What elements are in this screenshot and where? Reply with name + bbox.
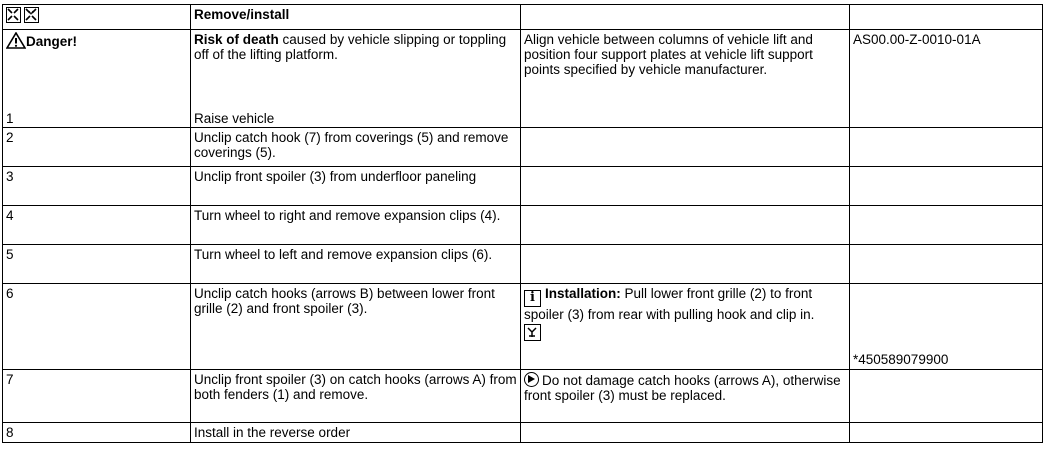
step-number: 8 bbox=[3, 423, 191, 443]
empty-cell bbox=[850, 370, 1043, 423]
step-number: 7 bbox=[3, 370, 191, 423]
step-number: 2 bbox=[3, 128, 191, 167]
procedure-table bbox=[2, 4, 1043, 443]
empty-cell bbox=[521, 245, 850, 284]
danger-description-cell bbox=[191, 30, 521, 128]
risk-bold: Risk of death bbox=[194, 32, 279, 47]
danger-row bbox=[3, 30, 1043, 128]
installation-text: Pull lower front grille (2) to front spoiler (3) from rear with pulling hook and clip in. bbox=[524, 286, 815, 322]
empty-cell bbox=[850, 128, 1043, 167]
step-row-4 bbox=[3, 206, 1043, 245]
danger-text: Danger! bbox=[26, 34, 78, 49]
part-number: *450589079900 bbox=[853, 352, 949, 367]
danger-instruction: Align vehicle between columns of vehicle lift and position four support plates at vehicle lift support points specified by vehicle manufacturer. bbox=[521, 30, 850, 128]
step-text: Turn wheel to right and remove expansion clips (4). bbox=[191, 206, 521, 245]
info-icon: i bbox=[524, 290, 541, 307]
header-title: Remove/install bbox=[191, 5, 521, 30]
header-empty-cell bbox=[521, 5, 850, 30]
empty-cell bbox=[521, 167, 850, 206]
header-icons-cell bbox=[3, 5, 191, 30]
step-number: 4 bbox=[3, 206, 191, 245]
step-number: 3 bbox=[3, 167, 191, 206]
header-empty-cell-2 bbox=[850, 5, 1043, 30]
risk-text: caused by vehicle slipping or toppling off of the lifting platform. bbox=[194, 32, 507, 62]
step-row-7 bbox=[3, 370, 1043, 423]
step-text: Unclip front spoiler (3) on catch hooks (arrows A) from both fenders (1) and remove. bbox=[191, 370, 521, 423]
special-tool-icon bbox=[524, 324, 541, 341]
empty-cell bbox=[521, 423, 850, 443]
step-text: Unclip catch hooks (arrows B) between lower front grille (2) and front spoiler (3). bbox=[191, 284, 521, 370]
danger-label bbox=[6, 32, 77, 49]
caution-note-cell bbox=[521, 370, 850, 423]
empty-cell bbox=[521, 128, 850, 167]
step-number: 6 bbox=[3, 284, 191, 370]
empty-cell bbox=[850, 423, 1043, 443]
step-text: Unclip front spoiler (3) from underfloor paneling bbox=[191, 167, 521, 206]
step-text: Install in the reverse order bbox=[191, 423, 521, 443]
step-number: 1 bbox=[6, 111, 14, 126]
empty-cell bbox=[850, 167, 1043, 206]
install-icon bbox=[24, 7, 39, 23]
header-row bbox=[3, 5, 1043, 30]
empty-cell bbox=[850, 245, 1043, 284]
part-number-cell bbox=[850, 284, 1043, 370]
caution-text: Do not damage catch hooks (arrows A), otherwise front spoiler (3) must be replaced. bbox=[524, 373, 841, 403]
step-number: 5 bbox=[3, 245, 191, 284]
installation-note-cell bbox=[521, 284, 850, 370]
step-row-8 bbox=[3, 423, 1043, 443]
empty-cell bbox=[850, 206, 1043, 245]
danger-reference: AS00.00-Z-0010-01A bbox=[850, 30, 1043, 128]
step-text: Unclip catch hook (7) from coverings (5) and remove coverings (5). bbox=[191, 128, 521, 167]
step-row-5 bbox=[3, 245, 1043, 284]
danger-cell bbox=[3, 30, 191, 128]
step-text: Turn wheel to left and remove expansion clips (6). bbox=[191, 245, 521, 284]
installation-label: Installation: bbox=[545, 286, 621, 301]
step-text: Raise vehicle bbox=[194, 111, 275, 126]
warning-triangle-icon bbox=[6, 32, 26, 49]
step-row-6 bbox=[3, 284, 1043, 370]
remove-icon bbox=[6, 7, 21, 23]
empty-cell bbox=[521, 206, 850, 245]
step-row-2 bbox=[3, 128, 1043, 167]
caution-icon bbox=[524, 372, 539, 387]
step-row-3 bbox=[3, 167, 1043, 206]
